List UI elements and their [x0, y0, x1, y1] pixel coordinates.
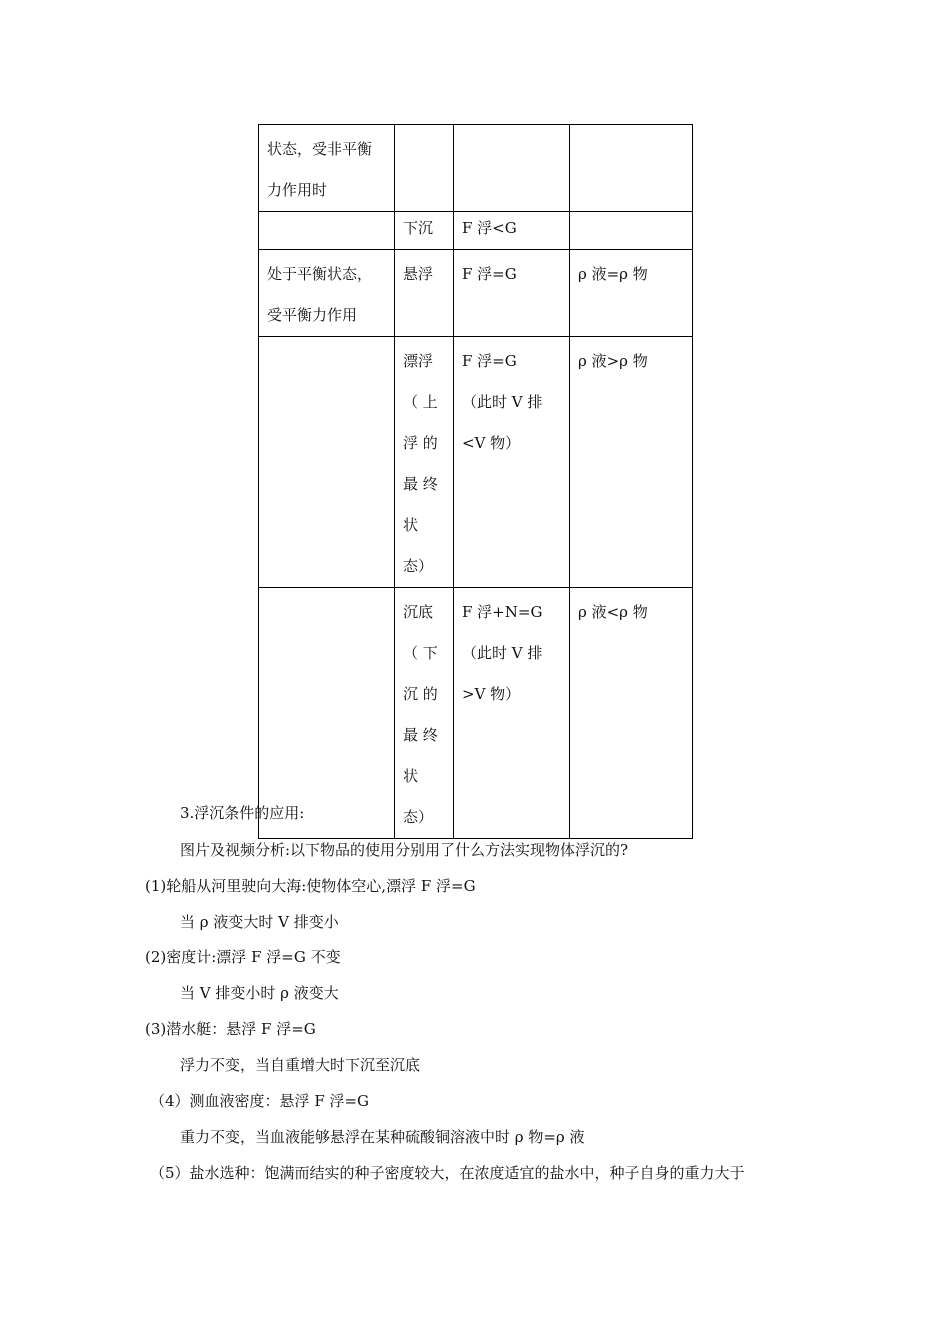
cell-text: F 浮=G [462, 265, 517, 283]
table-row [259, 125, 693, 212]
paragraph-line: 图片及视频分析:以下物品的使用分别用了什么方法实现物体浮沉的? [180, 841, 629, 859]
cell-text: 下沉 [403, 219, 434, 237]
table-cell-force [454, 250, 570, 337]
paragraph-line: 浮力不变，当自重增大时下沉至沉底 [180, 1056, 421, 1074]
table-cell-force [454, 125, 570, 212]
paragraph-line: 重力不变，当血液能够悬浮在某种硫酸铜溶液中时 ρ 物=ρ 液 [180, 1128, 585, 1146]
list-item: (1)轮船从河里驶向大海:使物体空心,漂浮 F 浮=G [145, 877, 476, 895]
cell-text: 漂浮 [403, 352, 434, 370]
list-item: (2)密度计:漂浮 F 浮=G 不变 [145, 948, 341, 966]
section-heading: 3.浮沉条件的应用: [180, 804, 305, 822]
cell-text: （ 上 [403, 393, 438, 411]
cell-text: 状 [403, 767, 419, 785]
cell-text: 受平衡力作用 [267, 306, 358, 324]
cell-text: （ 下 [403, 644, 438, 662]
cell-text: ρ 液<ρ 物 [578, 603, 648, 621]
table-cell-density [570, 212, 693, 250]
table-row [259, 337, 693, 588]
cell-text: F 浮<G [462, 219, 517, 237]
cell-text: 状态，受非平衡 [267, 140, 373, 158]
cell-text: ρ 液>ρ 物 [578, 352, 648, 370]
table-cell-density [570, 588, 693, 839]
table-row [259, 588, 693, 839]
list-item: （4）测血液密度：悬浮 F 浮=G [150, 1092, 370, 1110]
cell-text: 态） [403, 557, 434, 575]
table-cell-density [570, 125, 693, 212]
cell-text: 力作用时 [267, 181, 328, 199]
cell-text: 沉底 [403, 603, 434, 621]
table-cell-density [570, 337, 693, 588]
paragraph-line: 当 V 排变小时 ρ 液变大 [180, 984, 339, 1002]
cell-text: （此时 V 排 [462, 393, 543, 411]
cell-text: 最 终 [403, 726, 438, 744]
table-row [259, 212, 693, 250]
cell-text: 浮 的 [403, 434, 438, 452]
table-cell-condition [259, 337, 395, 588]
list-item: (3)潜水艇：悬浮 F 浮=G [145, 1020, 316, 1038]
cell-text: F 浮=G [462, 352, 517, 370]
list-item: （5）盐水选种：饱满而结实的种子密度较大，在浓度适宜的盐水中，种子自身的重力大于 [150, 1164, 745, 1182]
cell-text: 最 终 [403, 475, 438, 493]
table-cell-condition [259, 212, 395, 250]
table-cell-state [395, 212, 454, 250]
cell-text: F 浮+N=G [462, 603, 543, 621]
paragraph-line: 当 ρ 液变大时 V 排变小 [180, 913, 339, 931]
table-cell-force [454, 337, 570, 588]
table-cell-density [570, 250, 693, 337]
table-cell-condition [259, 588, 395, 839]
cell-text: <V 物） [462, 434, 521, 452]
cell-text: 状 [403, 516, 419, 534]
cell-text: 处于平衡状态， [267, 265, 373, 283]
table-row [259, 250, 693, 337]
table-cell-force [454, 588, 570, 839]
cell-text: 悬浮 [403, 265, 434, 283]
cell-text: 态） [403, 808, 434, 826]
table-cell-condition [259, 125, 395, 212]
cell-text: （此时 V 排 [462, 644, 543, 662]
table-cell-force [454, 212, 570, 250]
table-cell-state [395, 588, 454, 839]
table-cell-state [395, 337, 454, 588]
buoyancy-conditions-table [258, 124, 693, 839]
cell-text: >V 物） [462, 685, 521, 703]
table-cell-condition [259, 250, 395, 337]
cell-text: ρ 液=ρ 物 [578, 265, 648, 283]
table-cell-state [395, 250, 454, 337]
cell-text: 沉 的 [403, 685, 438, 703]
table-cell-state [395, 125, 454, 212]
